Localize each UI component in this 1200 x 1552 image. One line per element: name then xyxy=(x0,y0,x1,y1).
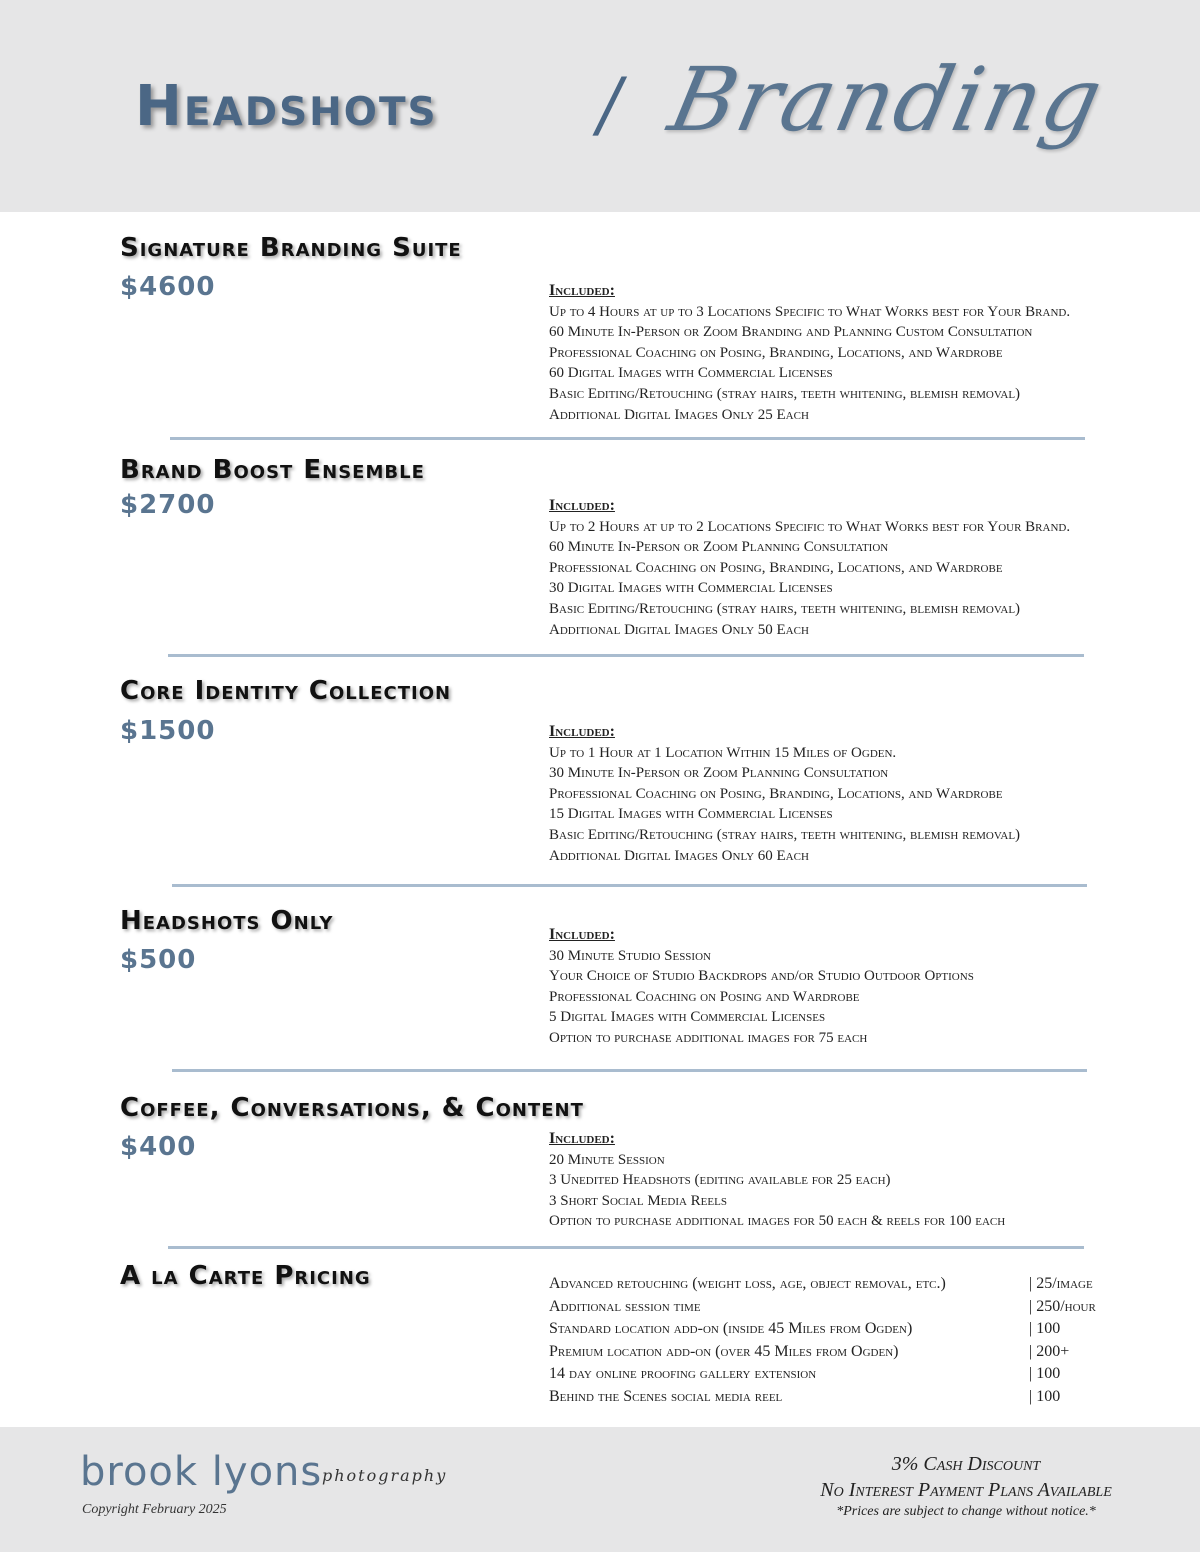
feature-item: Basic Editing/Retouching (stray hairs, teeth whitening, blemish removal) xyxy=(549,826,1021,843)
feature-item: Your Choice of Studio Backdrops and/or Studio Outdoor Options xyxy=(549,968,974,985)
feature-item: Basic Editing/Retouching (stray hairs, teeth whitening, blemish removal) xyxy=(549,385,1021,402)
package-price: $2700 xyxy=(120,490,216,520)
feature-item: Additional Digital Images Only 25 Each xyxy=(549,406,809,423)
a-la-carte-row xyxy=(549,1365,1129,1388)
section-divider xyxy=(168,1246,1084,1249)
feature-item: 5 Digital Images with Commercial Licenses xyxy=(549,1009,826,1026)
package-features xyxy=(549,722,1149,866)
a-la-carte-row xyxy=(549,1343,1129,1366)
a-la-carte-item: Advanced retouching (weight loss, age, object removal, etc.) xyxy=(549,1275,946,1292)
feature-item: 30 Minute Studio Session xyxy=(549,947,711,964)
feature-item: 60 Digital Images with Commercial Licenses xyxy=(549,365,833,382)
feature-item: 20 Minute Session xyxy=(549,1151,665,1168)
section-divider xyxy=(168,654,1084,657)
a-la-carte-title: A la Carte Pricing xyxy=(120,1261,371,1291)
included-label: Included: xyxy=(549,926,615,943)
a-la-carte-price: | 25/image xyxy=(1029,1275,1093,1292)
brand-logo-sub: photography xyxy=(322,1466,448,1485)
feature-item: Professional Coaching on Posing and Wardrobe xyxy=(549,988,860,1005)
feature-item: Professional Coaching on Posing, Branding, Locations, and Wardrobe xyxy=(549,785,1003,802)
package-name: Headshots Only xyxy=(120,906,334,936)
included-label: Included: xyxy=(549,723,615,740)
feature-item: Additional Digital Images Only 60 Each xyxy=(549,847,809,864)
a-la-carte-item: Additional session time xyxy=(549,1297,701,1315)
a-la-carte-price: | 100 xyxy=(1029,1365,1061,1383)
feature-item: 30 Digital Images with Commercial Licenses xyxy=(549,580,833,597)
section-divider xyxy=(172,884,1087,887)
package-features xyxy=(549,1129,1149,1232)
feature-item: Up to 2 Hours at up to 2 Locations Specific to What Works best for Your Brand. xyxy=(549,518,1071,535)
feature-item: 3 Unedited Headshots (editing available for 25 each) xyxy=(549,1172,891,1189)
included-label: Included: xyxy=(549,497,615,514)
page-title: Headshots xyxy=(135,74,438,139)
title-separator: / xyxy=(590,62,630,146)
package-features xyxy=(549,281,1149,425)
feature-item: 60 Minute In-Person or Zoom Planning Consultation xyxy=(549,539,889,556)
feature-item: Up to 1 Hour at 1 Location Within 15 Miles of Ogden. xyxy=(549,744,897,761)
a-la-carte-price: | 250/hour xyxy=(1029,1297,1096,1315)
page-title-script: Branding xyxy=(661,48,1113,151)
price-disclaimer: *Prices are subject to change without notice.* xyxy=(836,1504,1096,1519)
section-divider xyxy=(172,1069,1087,1072)
package-name: Signature Branding Suite xyxy=(120,233,462,263)
a-la-carte-price: | 100 xyxy=(1029,1320,1061,1338)
feature-item: Option to purchase additional images for 75 each xyxy=(549,1029,868,1046)
a-la-carte-item: Premium location add-on (over 45 Miles from Ogden) xyxy=(549,1342,899,1360)
feature-item: Additional Digital Images Only 50 Each xyxy=(549,621,809,638)
brand-logo-name: brook lyons xyxy=(80,1449,323,1495)
package-price: $4600 xyxy=(120,272,216,302)
package-features xyxy=(549,496,1149,640)
copyright-text: Copyright February 2025 xyxy=(82,1502,227,1517)
a-la-carte-price: | 200+ xyxy=(1029,1342,1070,1360)
package-price: $400 xyxy=(120,1132,197,1162)
cash-discount-note: 3% Cash Discount xyxy=(891,1453,1041,1475)
package-price: $1500 xyxy=(120,716,216,746)
feature-item: 60 Minute In-Person or Zoom Branding and Planning Custom Consultation xyxy=(549,324,1033,341)
feature-item: Basic Editing/Retouching (stray hairs, teeth whitening, blemish removal) xyxy=(549,600,1021,617)
feature-item: 15 Digital Images with Commercial Licenses xyxy=(549,806,833,823)
section-divider xyxy=(170,437,1085,440)
a-la-carte-item: Behind the Scenes social media reel xyxy=(549,1387,783,1405)
package-features xyxy=(549,925,1149,1049)
a-la-carte-item: 14 day online proofing gallery extension xyxy=(549,1365,817,1383)
feature-item: Professional Coaching on Posing, Branding, Locations, and Wardrobe xyxy=(549,344,1003,361)
a-la-carte-item: Standard location add-on (inside 45 Miles from Ogden) xyxy=(549,1320,913,1338)
package-name: Brand Boost Ensemble xyxy=(120,455,425,485)
a-la-carte-row xyxy=(549,1320,1129,1343)
a-la-carte-row xyxy=(549,1298,1129,1321)
package-price: $500 xyxy=(120,945,197,975)
a-la-carte-row xyxy=(549,1275,1129,1298)
included-label: Included: xyxy=(549,1130,615,1147)
feature-item: Up to 4 Hours at up to 3 Locations Specific to What Works best for Your Brand. xyxy=(549,303,1071,320)
a-la-carte-table xyxy=(549,1275,1129,1411)
feature-item: 30 Minute In-Person or Zoom Planning Consultation xyxy=(549,765,889,782)
feature-item: Option to purchase additional images for 50 each & reels for 100 each xyxy=(549,1213,1006,1230)
footer-notes xyxy=(740,1451,1192,1521)
included-label: Included: xyxy=(549,282,615,299)
package-name: Coffee, Conversations, & Content xyxy=(120,1093,584,1123)
feature-item: Professional Coaching on Posing, Branding, Locations, and Wardrobe xyxy=(549,559,1003,576)
a-la-carte-row xyxy=(549,1388,1129,1411)
feature-item: 3 Short Social Media Reels xyxy=(549,1192,727,1209)
a-la-carte-price: | 100 xyxy=(1029,1387,1061,1405)
package-name: Core Identity Collection xyxy=(120,676,452,706)
payment-plan-note: No Interest Payment Plans Available xyxy=(820,1479,1112,1501)
